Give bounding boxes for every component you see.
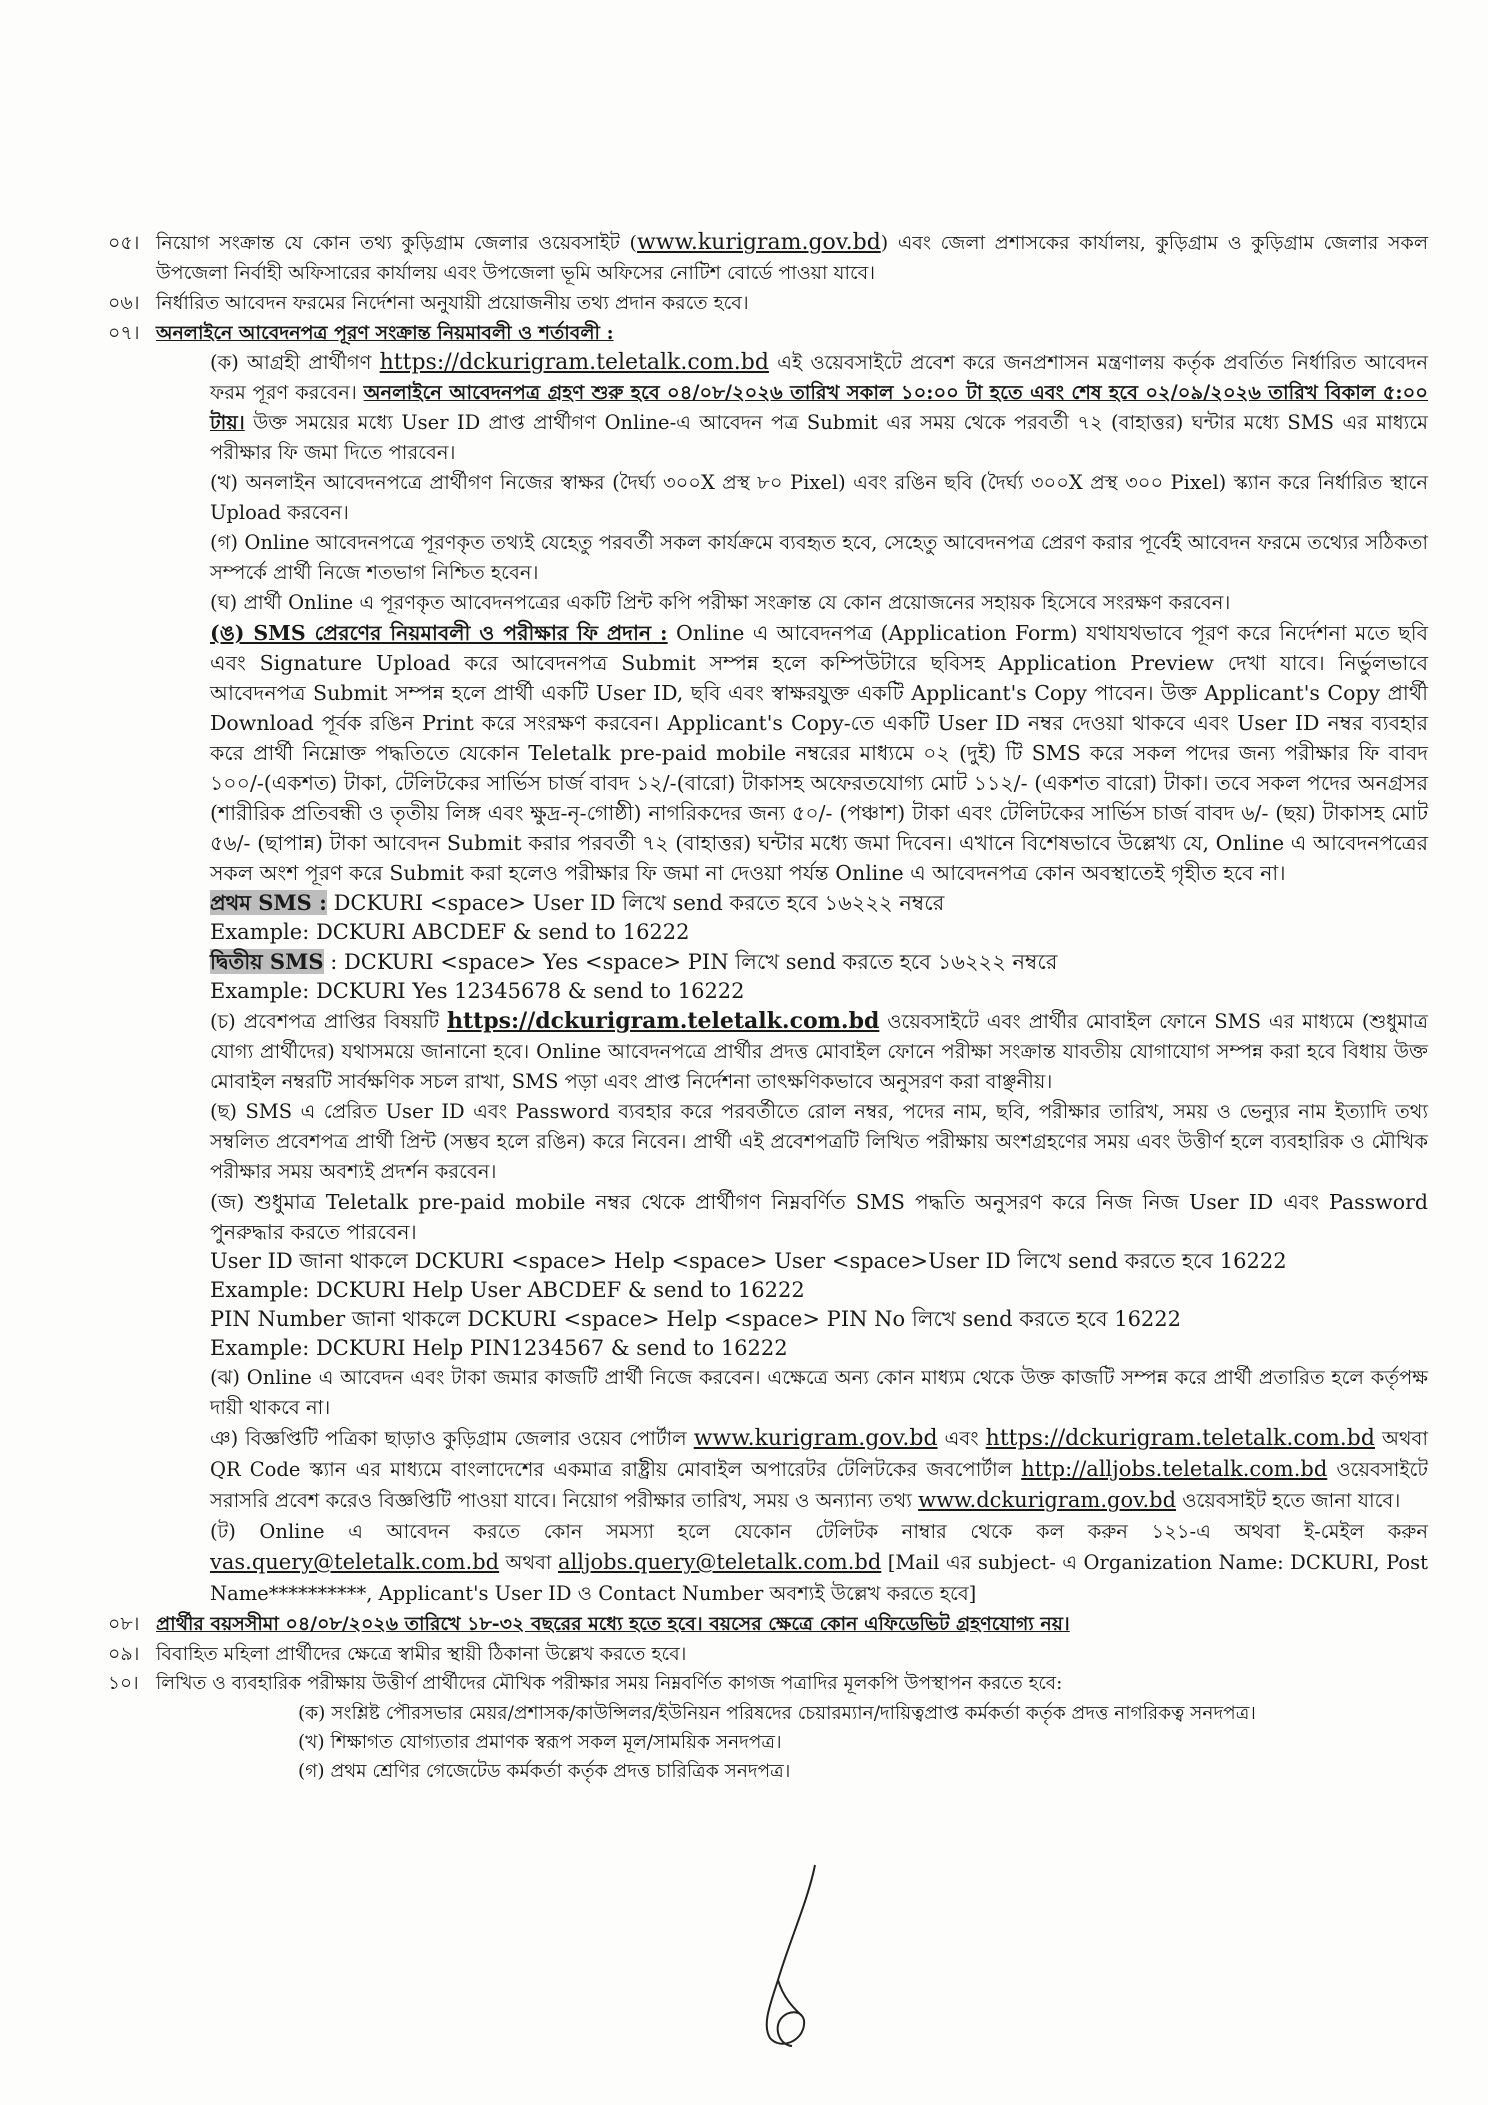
clause-ka: (ক) আগ্রহী প্রার্থীগণ https://dckurigram.teletalk.com.bd এই ওয়েবসাইটে প্রবেশ করে জনপ্রশাসন মন্ত্রণালয় কর্তৃক প্রবর্তিত নির্ধারিত আবেদন ফরম পূরণ করবেন। অনলাইনে আবেদনপত্র গ্রহণ শুরু হবে ০৪/০৮/২০২৬ তারিখ সকাল ১০:০০ টা হতে এবং শেষ হবে ০২/০৯/২০২৬ তারিখ বিকাল ৫:০০ টায়। উক্ত সময়ের মধ্যে User ID প্রাপ্ত প্রার্থীগণ Online-এ আবেদন পত্র Submit এর সময় থেকে পরবর্তী ৭২ (বাহাত্তর) ঘন্টার মধ্যে SMS এর মাধ্যমে পরীক্ষার ফি জমা দিতে পারবেন। [210,350,1428,464]
item-09: ০৯। বিবাহিত মহিলা প্রার্থীদের ক্ষেত্রে স্বামীর স্থায়ী ঠিকানা উল্লেখ করতে হবে। [108,1639,1428,1669]
item-05: ০৫। নিয়োগ সংক্রান্ত যে কোন তথ্য কুড়িগ্রাম জেলার ওয়েবসাইট (www.kurigram.gov.bd) এবং জেলা প্রশাসকের কার্যালয়, কুড়িগ্রাম ও কুড়িগ্রাম জেলার সকল উপজেলা নির্বাহী অফিসারের কার্যালয় এবং উপজেলা ভূমি অফিসের নোটিশ বোর্ডে পাওয়া যাবে। [108,230,1428,284]
clause-ta: (ট) Online এ আবেদন করতে কোন সমস্যা হলে যেকোন টেলিটক নাম্বার থেকে কল করুন ১২১-এ অথবা ই-মেইল করুন vas.query@teletalk.com.bd অথবা alljobs.query@teletalk.com.bd [Mail এর subject- এ Organization Name: DCKURI, Post Name**********, Applicant's User ID ও Contact Number অবশ্যই উল্লেখ করতে হবে] [210,1520,1428,1605]
teletalk-link[interactable]: https://dckurigram.teletalk.com.bd [446,1008,880,1034]
clause-ja: (জ) শুধুমাত্র Teletalk pre-paid mobile নম্বর থেকে প্রার্থীগণ নিম্নবর্ণিত SMS পদ্ধতি অনুসরণ করে নিজ নিজ User ID এবং Password পুনরুদ্ধার করতে পারবেন। [210,1190,1428,1244]
clause-uma: (ঙ) SMS প্রেরণের নিয়মাবলী ও পরীক্ষার ফি প্রদান : Online এ আবেদনপত্র (Application Form) যথাযথভাবে পূরণ করে নির্দেশনা মতে ছবি এবং Signature Upload করে আবেদনপত্র Submit সম্পন্ন হলে কম্পিউটারে ছবিসহ Application Preview দেখা যাবে। নির্ভুলভাবে আবেদনপত্র Submit সম্পন্ন হলে প্রার্থী একটি User ID, ছবি এবং স্বাক্ষরযুক্ত একটি Applicant's Copy পাবেন। উক্ত Applicant's Copy প্রার্থী Download পূর্বক রঙিন Print করে সংরক্ষণ করবেন। Applicant's Copy-তে একটি User ID নম্বর দেওয়া থাকবে এবং User ID নম্বর ব্যবহার করে প্রার্থী নিম্নোক্ত পদ্ধতিতে যেকোন Teletalk pre-paid mobile নম্বরের মাধ্যমে ০২ (দুই) টি SMS করে সকল পদের জন্য পরীক্ষার ফি বাবদ ১০০/-(একশত) টাকা, টেলিটকের সার্ভিস চার্জ বাবদ ১২/-(বারো) টাকাসহ অফেরতযোগ্য মোট ১১২/- (একশত বারো) টাকা। তবে সকল পদের অনগ্রসর (শারীরিক প্রতিবন্ধী ও তৃতীয় লিঙ্গ এবং ক্ষুদ্র-নৃ-গোষ্ঠী) নাগরিকদের জন্য ৫০/- (পঞ্চাশ) টাকা এবং টেলিটকের সার্ভিস চার্জ বাবদ ৬/- (ছয়) টাকাসহ মোট ৫৬/- (ছাপান্ন) টাকা আবেদন Submit করার পরবর্তী ৭২ (বাহাত্তর) ঘন্টার মধ্যে জমা দিবেন। এখানে বিশেষভাবে উল্লেখ্য যে, Online এ আবেদনপত্রের সকল অংশ পূরণ করে Submit করা হলেও পরীক্ষার ফি জমা না দেওয়া পর্যন্ত Online এ আবেদনপত্র কোন অবস্থাতেই গৃহীত হবে না। [210,621,1428,885]
clause-kha: (খ) অনলাইন আবেদনপত্রে প্রার্থীগণ নিজের স্বাক্ষর (দৈর্ঘ্য ৩০০X প্রস্থ ৮০ Pixel) এবং রঙিন ছবি (দৈর্ঘ্য ৩০০X প্রস্থ ৩০০ Pixel) স্ক্যান করে নির্ধারিত স্থানে Upload করবেন। [210,471,1428,524]
section-heading: অনলাইনে আবেদনপত্র পূরণ সংক্রান্ত নিয়মাবলী ও শর্তাবলী : [156,322,614,344]
teletalk-link[interactable]: https://dckurigram.teletalk.com.bd [379,350,769,375]
first-sms-label: প্রথম SMS : [210,890,327,915]
item-number: ০৭। [108,322,140,344]
item-number: ১০। [108,1673,139,1694]
website-link[interactable]: www.kurigram.gov.bd [636,230,881,255]
clause-ca: (চ) প্রবেশপত্র প্রাপ্তির বিষয়টি https://dckurigram.teletalk.com.bd ওয়েবসাইটে এবং প্রার্থীর মোবাইল ফোনে SMS এর মাধ্যমে (শুধুমাত্র যোগ্য প্রার্থীদের) যথাসময়ে জানানো হবে। Online আবেদনপত্রে প্রার্থীর প্রদত্ত মোবাইল ফোনে পরীক্ষা সংক্রান্ত যাবতীয় যোগাযোগ সম্পন্ন করা হবে বিধায় উক্ত মোবাইল নম্বরটি সার্বক্ষণিক সচল রাখা, SMS পড়া এবং প্রাপ্ত নির্দেশনা তাৎক্ষণিকভাবে অনুসরণ করা বাঞ্ছনীয়। [210,1008,1429,1093]
kurigram-link[interactable]: www.kurigram.gov.bd [693,1426,938,1451]
item-number: ০৬। [108,292,140,314]
teletalk-link[interactable]: https://dckurigram.teletalk.com.bd [985,1426,1375,1451]
item-number: ০৫। [108,232,140,254]
clause-cha: (ছ) SMS এ প্রেরিত User ID এবং Password ব্যবহার করে পরবর্তীতে রোল নম্বর, পদের নাম, ছবি, পরীক্ষার তারিখ, সময় ও ভেন্যুর নাম ইত্যাদি তথ্য সম্বলিত প্রবেশপত্র প্রার্থী প্রিন্ট (সম্ভব হলে রঙিন) করে নিবেন। প্রার্থী এই প্রবেশপত্রটি লিখিত পরীক্ষায় অংশগ্রহণের সময় এবং উত্তীর্ণ হলে ব্যবহারিক ও মৌখিক পরীক্ষার সময় অবশ্যই প্রদর্শন করবেন। [210,1100,1428,1183]
alljobs-link[interactable]: http://alljobs.teletalk.com.bd [1021,1457,1328,1481]
list-item: (ক) সংশ্লিষ্ট পৌরসভার মেয়র/প্রশাসক/কাউন্সিলর/ইউনিয়ন পরিষদের চেয়ারম্যান/দায়িত্বপ্রাপ্ত কর্মকর্তা কর্তৃক প্রদত্ত নাগরিকত্ব সনদপত্র। [298,1703,1256,1724]
item-06: ০৬। নির্ধারিত আবেদন ফরমের নির্দেশনা অনুযায়ী প্রয়োজনীয় তথ্য প্রদান করতে হবে। [108,288,1428,318]
clause-gha: (ঘ) প্রার্থী Online এ পূরণকৃত আবেদনপত্রের একটি প্রিন্ট কপি পরীক্ষা সংক্রান্ত যে কোন প্রয়োজনের সহায়ক হিসেবে সংরক্ষণ করবেন। [210,591,1231,614]
deadline-text: অনলাইনে আবেদনপত্র গ্রহণ শুরু হবে ০৪/০৮/২০২৬ তারিখ সকাল ১০:০০ টা হতে এবং শেষ হবে ০২/০৯/২০২৬ তারিখ বিকাল ৫:০০ টায়। [210,381,1428,434]
recovery-instructions: User ID জানা থাকলে DCKURI <space> Help <space> User <space>User ID লিখে send করতে হবে 16222 Example: DCKURI Help User ABCDEF & send to 16222 PIN Number জানা থাকলে DCKURI <space> Help <space> PIN No লিখে send করতে হবে 16222 Example: DCKURI Help PIN1234567 & send to 16222 [210,1249,1287,1360]
second-sms-line: দ্বিতীয় SMS : DCKURI <space> Yes <space> PIN লিখে send করতে হবে ১৬২২২ নম্বরে [210,949,1058,974]
sms-instructions [108,888,1428,1006]
signature-mark [740,1860,850,2050]
clause-jha: (ঝ) Online এ আবেদন এবং টাকা জমার কাজটি প্রার্থী নিজে করবেন। এক্ষেত্রে অন্য কোন মাধ্যম থেকে উক্ত কাজটি সম্পন্ন করে প্রার্থী প্রতারিত হলে কর্তৃপক্ষ দায়ী থাকবে না। [210,1366,1428,1419]
item-number: ০৮। [108,1613,140,1635]
dckurigram-link[interactable]: www.dckurigram.gov.bd [918,1488,1177,1512]
clause-ga: (গ) Online আবেদনপত্রে পূরণকৃত তথ্যই যেহেতু পরবর্তী সকল কার্যক্রমে ব্যবহৃত হবে, সেহেতু আবেদনপত্র প্রেরণ করার পূর্বেই আবেদন ফরমে তথ্যের সঠিকতা সম্পর্কে প্রার্থী নিজে শতভাগ নিশ্চিত হবেন। [210,531,1428,584]
vas-email-link[interactable]: vas.query@teletalk.com.bd [210,1550,500,1574]
list-item: (খ) শিক্ষাগত যোগ্যতার প্রমাণক স্বরূপ সকল মূল/সাময়িক সনদপত্র। [298,1732,782,1753]
clause-nya: ঞ) বিজ্ঞপ্তিটি পত্রিকা ছাড়াও কুড়িগ্রাম জেলার ওয়েব পোর্টাল www.kurigram.gov.bd এবং https://dckurigram.teletalk.com.bd অথবা QR Code স্ক্যান এর মাধ্যমে বাংলাদেশের একমাত্র রাষ্ট্রীয় মোবাইল অপারেটর টেলিটকের জবপোর্টাল http://alljobs.teletalk.com.bd ওয়েবসাইটে সরাসরি প্রবেশ করেও বিজ্ঞপ্তিটি পাওয়া যাবে। নিয়োগ পরীক্ষার তারিখ, সময় ও অন্যান্য তথ্য www.dckurigram.gov.bd ওয়েবসাইট হতে জানা যাবে। [210,1426,1429,1512]
second-sms-label: দ্বিতীয় SMS [210,949,324,974]
document-list [108,1699,1428,1786]
second-sms-example: Example: DCKURI Yes 12345678 & send to 16222 [210,979,745,1003]
alljobs-email-link[interactable]: alljobs.query@teletalk.com.bd [558,1550,882,1574]
first-sms-example: Example: DCKURI ABCDEF & send to 16222 [210,920,690,944]
item-10: ১০। লিখিত ও ব্যবহারিক পরীক্ষায় উত্তীর্ণ প্রার্থীদের মৌখিক পরীক্ষার সময় নিম্নবর্ণিত কাগজ পত্রাদির মূলকপি উপস্থাপন করতে হবে: [108,1669,1428,1699]
item-08: ০৮। প্রার্থীর বয়সসীমা ০৪/০৮/২০২৬ তারিখে ১৮-৩২ বছরের মধ্যে হতে হবে। বয়সের ক্ষেত্রে কোন এফিডেভিট গ্রহণযোগ্য নয়। [108,1609,1428,1639]
first-sms-line: প্রথম SMS : DCKURI <space> User ID লিখে send করতে হবে ১৬২২২ নম্বরে [210,890,945,915]
clause-heading: (ঙ) SMS প্রেরণের নিয়মাবলী ও পরীক্ষার ফি প্রদান : [210,621,668,645]
list-item: (গ) প্রথম শ্রেণির গেজেটেড কর্মকর্তা কর্তৃক প্রদত্ত চারিত্রিক সনদপত্র। [298,1761,791,1782]
item-number: ০৯। [108,1643,140,1665]
item-07 [108,318,1428,348]
